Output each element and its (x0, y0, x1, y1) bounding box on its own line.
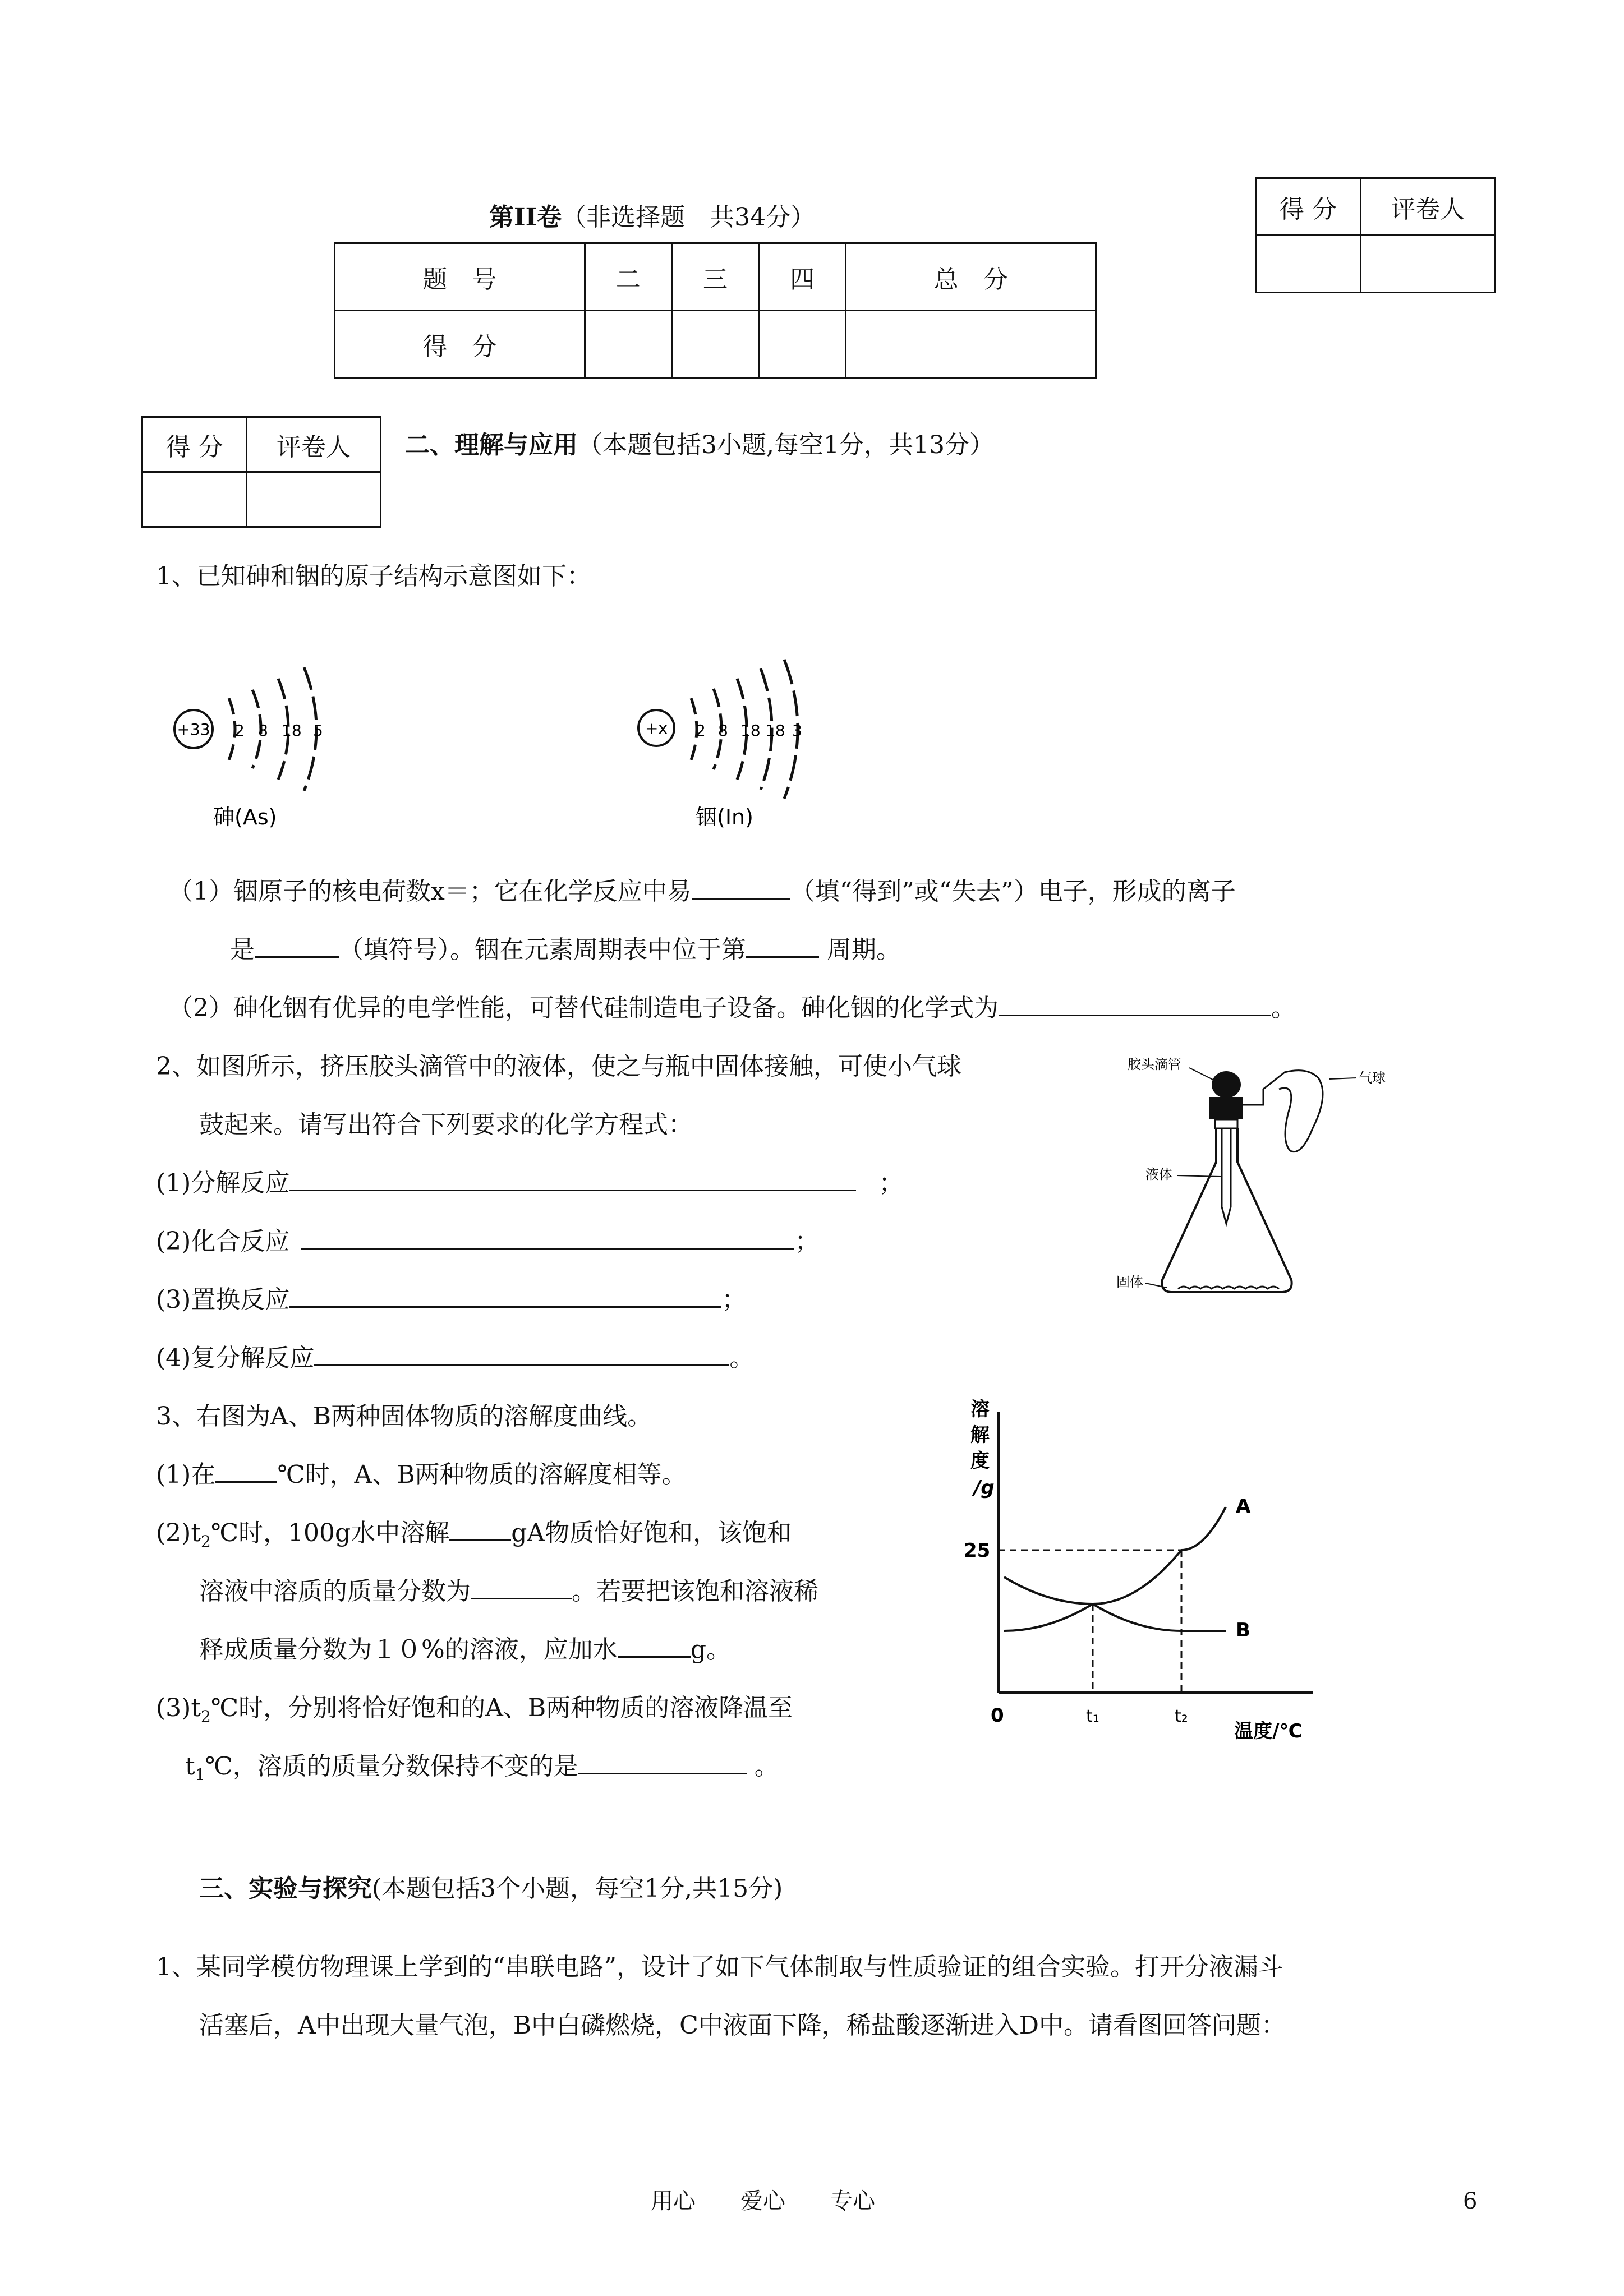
score-cell[interactable] (671, 311, 758, 378)
atom-diagrams (163, 639, 836, 836)
section2-title-rest: （本题包括3小题,每空1分，共13分） (578, 431, 994, 459)
grader-cell[interactable] (142, 472, 247, 527)
grader-cell[interactable] (246, 472, 380, 527)
section3-title (199, 1873, 783, 1904)
grader-box-top (1255, 177, 1496, 293)
answer-blank[interactable] (618, 1635, 691, 1658)
x-tick-label: t₁ (1086, 1707, 1099, 1726)
balloon-label: 气球 (1359, 1070, 1386, 1086)
as-shell-1: 2 (234, 721, 245, 740)
score-table-header: 四 (759, 243, 846, 311)
q3-stem: 3、右图为A、B两种固体物质的溶解度曲线。 (156, 1402, 652, 1431)
dropper-tube (1222, 1128, 1231, 1224)
score-table-header: 题 号 (335, 243, 585, 311)
answer-blank[interactable] (449, 1518, 511, 1541)
grader-box-section2 (141, 416, 381, 528)
in-shell-1: 2 (696, 721, 706, 740)
answer-blank[interactable] (215, 1460, 277, 1483)
answer-blank[interactable] (999, 993, 1271, 1016)
as-shell-4: 5 (313, 721, 323, 740)
in-shell-5: 3 (792, 721, 802, 740)
balloon-tube (1243, 1071, 1323, 1152)
title-bold: 第II卷 (489, 203, 562, 232)
q1-part1-line1: （1）铟原子的核电荷数x＝；它在化学反应中易 （填“得到”或“失去”）电子，形成的离子 (168, 877, 1236, 906)
score-table (334, 242, 1097, 379)
x-tick-label: t₂ (1175, 1707, 1188, 1726)
x-axis-label: 温度/℃ (1234, 1720, 1303, 1742)
answer-blank[interactable] (314, 1343, 729, 1366)
solid-particles (1178, 1287, 1279, 1289)
answer-blank[interactable] (301, 1227, 794, 1250)
answer-blank[interactable] (289, 1168, 856, 1191)
section2-title (405, 430, 994, 460)
score-cell[interactable] (759, 311, 846, 378)
as-shell-3: 18 (282, 721, 302, 740)
q2-item-4: (4)复分解反应 。 (156, 1344, 755, 1372)
as-nucleus-charge: +33 (177, 720, 210, 739)
in-shell-4: 18 (765, 721, 785, 740)
stopper (1209, 1097, 1243, 1119)
answer-blank[interactable] (578, 1751, 747, 1774)
section3-title-rest: (本题包括3个小题，每空1分,共15分) (372, 1874, 783, 1903)
footer-motto: 用心 爱心 专心 (651, 2188, 875, 2214)
q3-part2-line2: 溶液中溶质的质量分数为 。若要把该饱和溶液稀 (199, 1577, 818, 1606)
x-tick-label: 0 (991, 1704, 1004, 1727)
q2-item-3: (3)置换反应 ； (156, 1285, 747, 1314)
in-label: 铟(In) (696, 805, 753, 829)
grader-score-label: 得 分 (142, 417, 247, 472)
in-shell-2: 8 (718, 721, 728, 740)
score-table-header: 二 (585, 243, 671, 311)
section3-q1-line2: 活塞后，A中出现大量气泡，B中白磷燃烧，C中液面下降，稀盐酸逐渐进入D中。请看图回答问题： (199, 2011, 1286, 2040)
series-label-A: A (1236, 1495, 1251, 1518)
conical-flask (1162, 1128, 1291, 1292)
answer-blank[interactable] (471, 1576, 572, 1599)
title-rest: （非选择题 共34分） (562, 203, 816, 232)
in-shell-3: 18 (740, 721, 761, 740)
grader-cell[interactable] (1360, 236, 1495, 293)
answer-blank[interactable] (746, 935, 819, 958)
q1-stem: 1、已知砷和铟的原子结构示意图如下： (156, 562, 591, 591)
q3-part3-line2: $t_1℃$，溶质的质量分数保持不变的是 。 (185, 1752, 779, 1784)
section3-q1-line1: 1、某同学模仿物理课上学到的“串联电路”，设计了如下气体制取与性质验证的组合实验。打开分液漏斗 (156, 1953, 1283, 1981)
as-shell-2: 8 (258, 721, 268, 740)
ylabel-char-3: 度 (970, 1450, 990, 1472)
q2-item-1: (1)分解反应 ； (156, 1169, 904, 1197)
grader-label: 评卷人 (1360, 178, 1495, 236)
series-label-B: B (1236, 1619, 1250, 1642)
q3-part2-line3: 释成质量分数为１０%的溶液，应加水 g。 (199, 1635, 731, 1664)
solubility-chart (954, 1395, 1346, 1743)
score-table-header: 总 分 (846, 243, 1096, 311)
score-cell[interactable] (585, 311, 671, 378)
ylabel-char-2: 解 (970, 1424, 990, 1446)
y-tick-label: 25 (964, 1539, 991, 1562)
solid-label: 固体 (1116, 1274, 1143, 1290)
series-curve-A (1004, 1507, 1226, 1631)
section-title (489, 202, 815, 233)
as-label: 砷(As) (213, 805, 277, 829)
ylabel-unit: /g (974, 1477, 995, 1499)
section2-title-bold: 二、理解与应用 (405, 431, 578, 459)
in-nucleus-charge: +x (645, 719, 668, 737)
q2-item-2: (2)化合反应 ； (156, 1227, 820, 1256)
q3-part1: (1)在 ℃时，A、B两种物质的溶解度相等。 (156, 1460, 687, 1489)
answer-blank[interactable] (289, 1285, 721, 1308)
q1-part1-line2: 是 （填符号）。铟在元素周期表中位于第 周期。 (230, 935, 901, 964)
answer-blank[interactable] (692, 877, 790, 900)
score-cell[interactable] (846, 311, 1096, 378)
indium-diagram (638, 660, 802, 829)
ylabel-char-1: 溶 (970, 1398, 990, 1421)
score-table-row-label: 得 分 (335, 311, 585, 378)
score-table-header: 三 (671, 243, 758, 311)
series-curve-B (1004, 1577, 1226, 1631)
q2-stem-line2: 鼓起来。请写出符合下列要求的化学方程式： (199, 1110, 693, 1139)
flask-apparatus-figure (1116, 1044, 1430, 1313)
answer-blank[interactable] (255, 935, 339, 958)
grader-cell[interactable] (1256, 236, 1361, 293)
q3-part2-line1: $(2)t_2℃$时，100g水中溶解 gA物质恰好饱和，该饱和 (156, 1519, 792, 1551)
grader-score-label: 得 分 (1256, 178, 1361, 236)
q2-stem-line1: 2、如图所示，挤压胶头滴管中的液体，使之与瓶中固体接触，可使小气球 (156, 1052, 961, 1081)
section3-title-bold: 三、实验与探究 (199, 1874, 372, 1903)
grader-label: 评卷人 (246, 417, 380, 472)
q1-part2: （2）砷化铟有优异的电学性能，可替代硅制造电子设备。砷化铟的化学式为 。 (168, 994, 1296, 1022)
dropper-label: 胶头滴管 (1128, 1057, 1181, 1072)
arsenic-diagram (174, 667, 323, 829)
page-number: 6 (1463, 2188, 1478, 2214)
liquid-label: 液体 (1145, 1167, 1172, 1182)
dropper-bulb (1212, 1071, 1241, 1098)
q3-part3-line1: $(3)t_2℃$时，分别将恰好饱和的A、B两种物质的溶液降温至 (156, 1694, 793, 1726)
